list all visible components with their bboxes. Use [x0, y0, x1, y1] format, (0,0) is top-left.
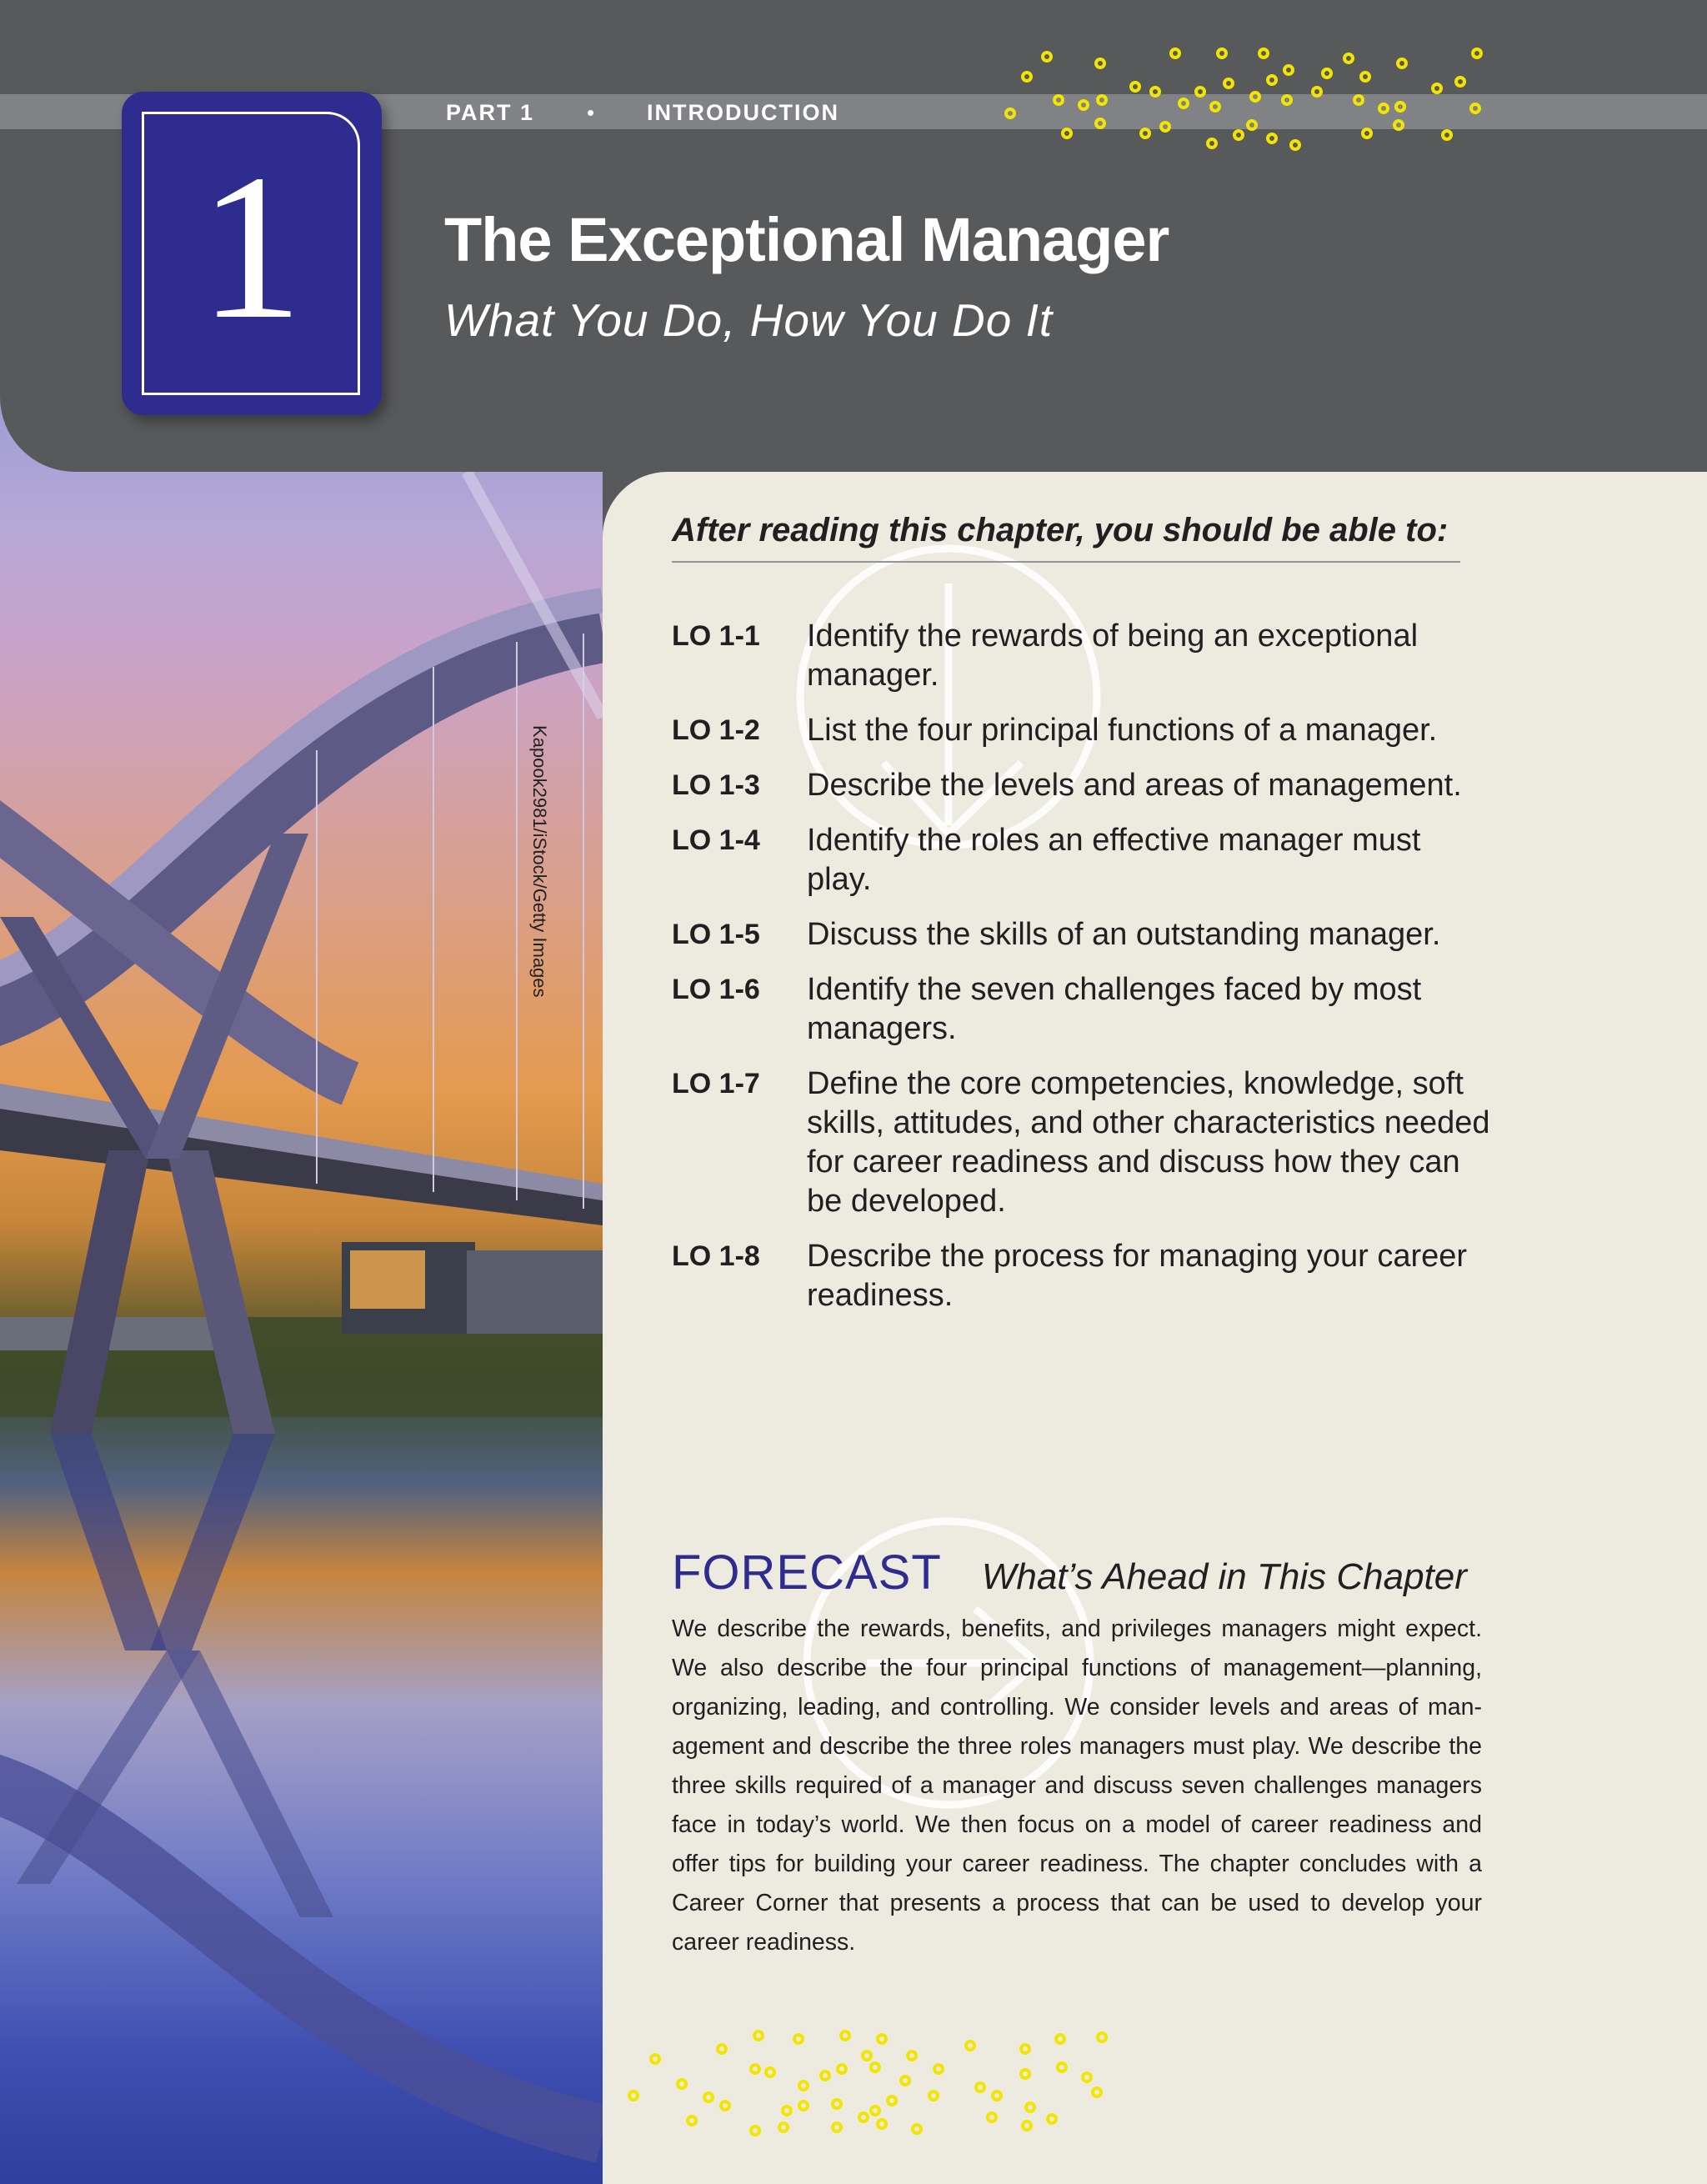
- list-item: [672, 711, 1505, 750]
- chapter-badge-frame: [142, 112, 360, 395]
- photo-credit: Kapook2981/iStock/Getty Images: [529, 725, 550, 998]
- list-item: [672, 1237, 1505, 1315]
- list-item: [672, 970, 1505, 1049]
- lo-text: Describe the process for managing your career readiness.: [807, 1239, 1468, 1313]
- forecast-heading: [672, 1545, 1467, 1600]
- lo-text: Define the core competencies, knowledge, soft skills, attitudes, and other characteristics needed for career readiness and discuss how they can be developed.: [807, 1066, 1490, 1219]
- chapter-number: 1: [198, 132, 303, 363]
- lo-code: LO 1-2: [672, 714, 760, 746]
- list-item: [672, 617, 1505, 695]
- lo-code: LO 1-3: [672, 769, 760, 801]
- list-item: [672, 1064, 1505, 1221]
- lo-code: LO 1-1: [672, 620, 760, 652]
- lo-text: Identify the seven challenges faced by most managers.: [807, 972, 1422, 1046]
- part-separator: •: [587, 100, 595, 125]
- list-item: [672, 915, 1505, 954]
- lo-code: LO 1-5: [672, 919, 760, 950]
- list-item: [672, 821, 1505, 899]
- lo-text: Identify the rewards of being an exceptional manager.: [807, 619, 1419, 693]
- lo-code: LO 1-7: [672, 1068, 760, 1100]
- lo-code: LO 1-6: [672, 974, 760, 1005]
- forecast-subtitle: What’s Ahead in This Chapter: [981, 1556, 1467, 1597]
- chapter-subtitle: What You Do, How You Do It: [444, 294, 1054, 346]
- chapter-title: The Exceptional Manager: [444, 205, 1169, 274]
- learning-objectives-list: [672, 617, 1505, 1331]
- lo-text: Discuss the skills of an outstanding manager.: [807, 917, 1441, 952]
- section-label: INTRODUCTION: [647, 100, 839, 125]
- list-item: [672, 766, 1505, 805]
- part-label: PART 1: [446, 100, 535, 125]
- forecast-label: FORECAST: [672, 1545, 942, 1600]
- lo-code: LO 1-8: [672, 1240, 760, 1272]
- objectives-heading: After reading this chapter, you should be able to:: [672, 512, 1460, 563]
- lo-text: Identify the roles an effective manager must play.: [807, 823, 1421, 897]
- lo-text: List the four principal functions of a manager.: [807, 713, 1438, 748]
- chapter-number-badge: [122, 92, 382, 415]
- forecast-body: We describe the rewards, benefits, and privileges managers might expect. We also describe the four principal functions of management—planning, organizing, leading, and controlling. We consider levels and areas of management and describe the three roles managers must play. We describe the three skills required of a manager and discuss seven challenges managers face in today’s world. We then focus on a model of career readiness and offer tips for building your career readiness. The chapter concludes with a Career Corner that presents a process that can be used to develop your career readiness.: [672, 1615, 1482, 1956]
- lo-text: Describe the levels and areas of management.: [807, 768, 1462, 803]
- lo-code: LO 1-4: [672, 824, 760, 856]
